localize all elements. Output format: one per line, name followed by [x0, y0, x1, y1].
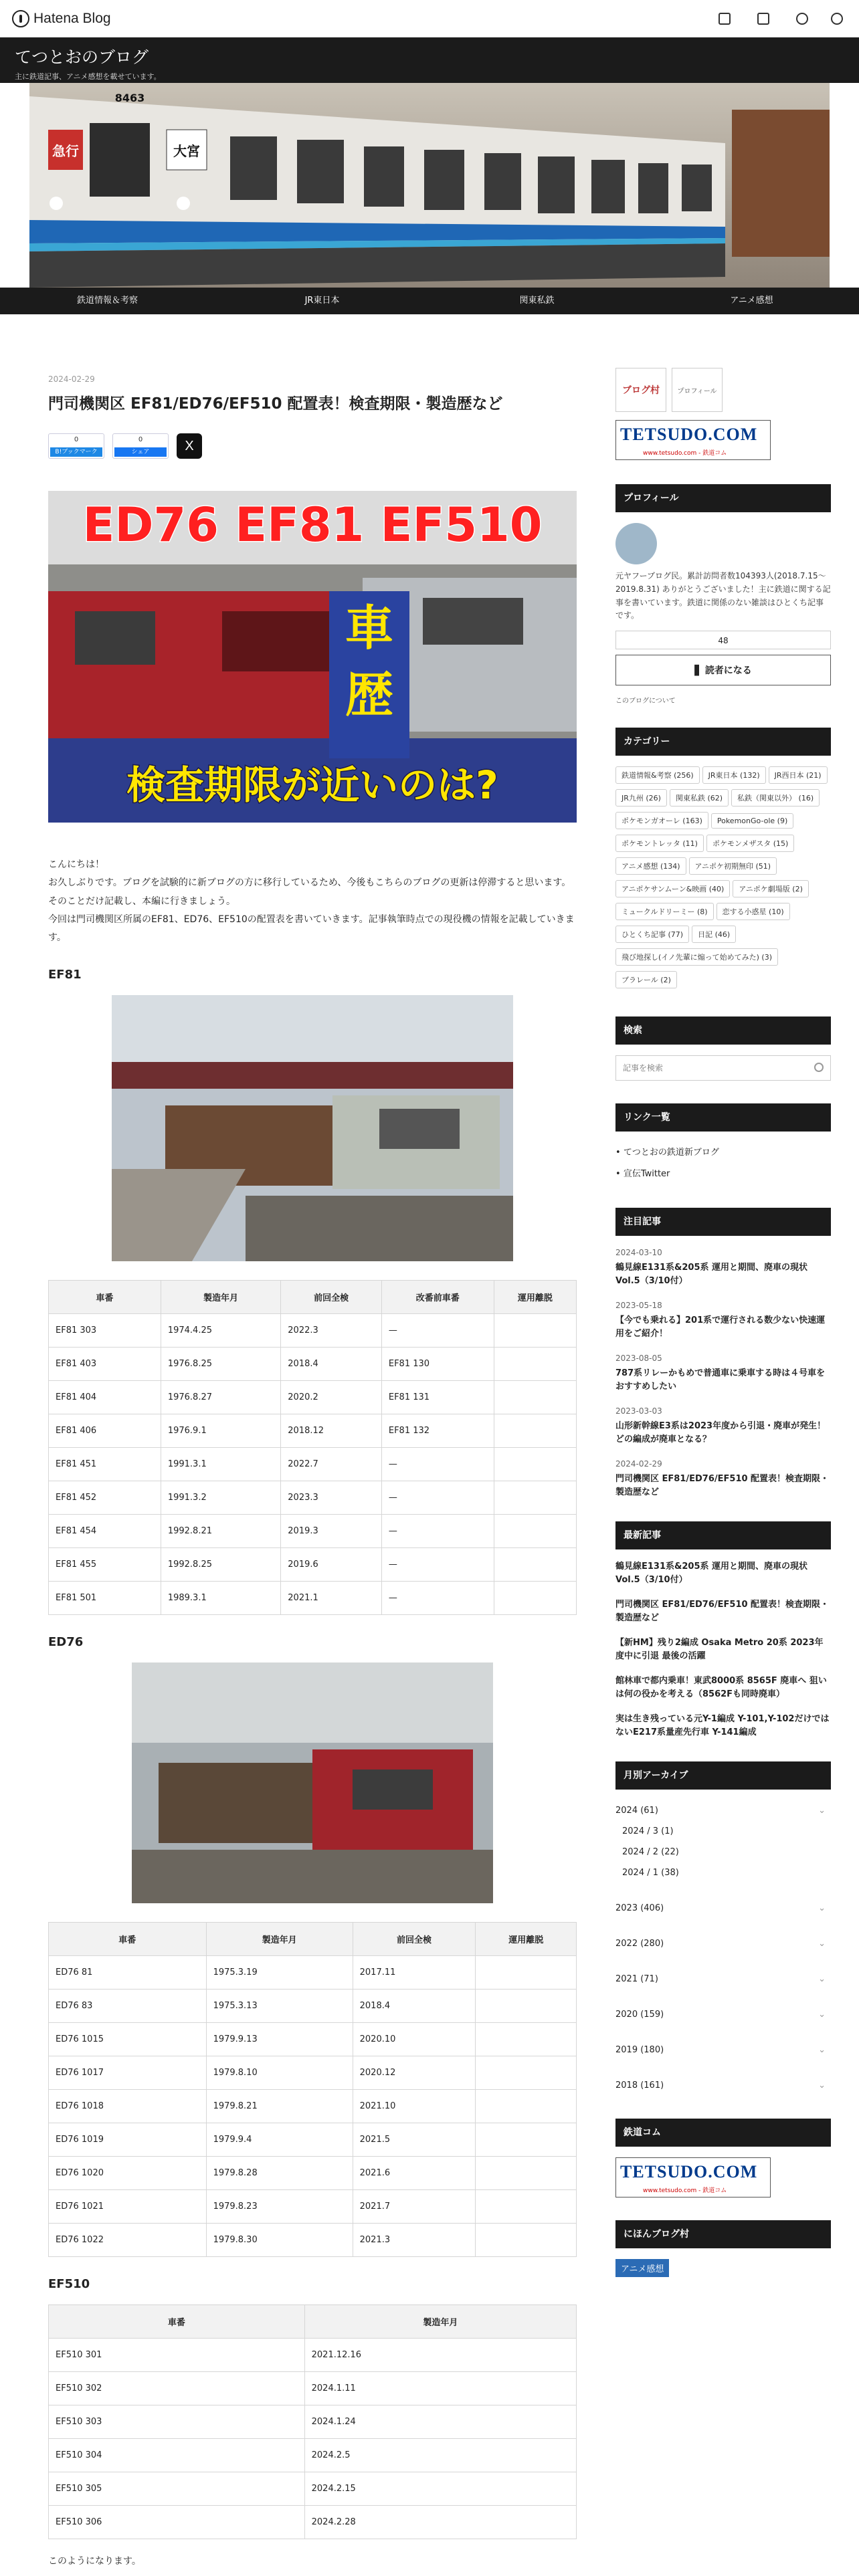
table-cell: ED76 1021 — [49, 2189, 207, 2223]
recent-article[interactable] — [615, 1598, 831, 1624]
category-tag[interactable]: ポケモントレッタ (11) — [615, 835, 704, 852]
plus-icon: ▋ — [694, 665, 705, 677]
table-row — [49, 1581, 577, 1614]
share-buttons — [48, 432, 577, 459]
table-cell: 2024.1.24 — [304, 2405, 576, 2438]
table-cell: 2024.2.5 — [304, 2438, 576, 2472]
table-cell: 1979.9.13 — [206, 2022, 353, 2056]
category-tag[interactable]: ひとくち記事 (77) — [615, 926, 689, 943]
table-row — [49, 2189, 577, 2223]
table-row — [49, 2338, 577, 2371]
featured-article[interactable] — [615, 1247, 831, 1287]
table-cell: ED76 83 — [49, 1989, 207, 2022]
article — [48, 374, 577, 2567]
table-cell: EF81 451 — [49, 1447, 161, 1481]
user-icon — [831, 13, 843, 25]
table-cell: 2024.2.28 — [304, 2505, 576, 2539]
recent-article[interactable] — [615, 1636, 831, 1662]
featured-date: 2023-05-18 — [615, 1301, 662, 1311]
table-cell — [476, 2123, 577, 2156]
category-tag[interactable]: JR西日本 (21) — [769, 766, 828, 784]
table-row — [49, 2022, 577, 2056]
table-header: 車番 — [49, 1922, 207, 1955]
table-cell: 1975.3.13 — [206, 1989, 353, 2022]
sign-destination: 大宮 — [173, 143, 200, 159]
featured-date: 2023-08-05 — [615, 1354, 662, 1364]
archive-item[interactable] — [615, 2075, 831, 2096]
table-cell: 1979.8.10 — [206, 2056, 353, 2089]
table-cell — [476, 1989, 577, 2022]
chevron-down-icon[interactable]: ⌄ — [818, 1806, 826, 1816]
blogmura-banner[interactable]: ブログ村 プロフィール — [615, 368, 831, 412]
table-row — [49, 2056, 577, 2089]
table-header: 運用離脱 — [494, 1280, 576, 1313]
table-cell: EF81 404 — [49, 1380, 161, 1414]
table-cell: — — [381, 1481, 494, 1514]
featured-article[interactable] — [615, 1352, 831, 1393]
table-cell: 2018.4 — [353, 1989, 476, 2022]
ef510-table — [48, 2304, 577, 2539]
featured-article[interactable] — [615, 1458, 831, 1499]
ed76-photo — [132, 1662, 493, 1903]
table-row — [49, 2371, 577, 2405]
table-row — [49, 1955, 577, 1989]
sign-type: 急行 — [52, 143, 79, 159]
recent-title: 鶴見線E131系&205系 運用と期間、廃車の現状 Vol.5（3/10付） — [615, 1562, 808, 1585]
section-heading-ef510: EF510 — [48, 2276, 90, 2291]
write-post-link[interactable] — [719, 13, 735, 25]
featured-title: 鶴見線E131系&205系 運用と期間、廃車の現状 Vol.5（3/10付） — [615, 1263, 808, 1286]
table-header: 車番 — [49, 1280, 161, 1313]
archive-label: 2024 / 1 (38) — [622, 1868, 679, 1879]
blog-title[interactable]: てつとおのブログ — [15, 47, 149, 67]
table-cell: 2024.1.11 — [304, 2371, 576, 2405]
archive-heading: 月別アーカイブ — [615, 1761, 831, 1790]
table-cell: 1976.9.1 — [161, 1414, 280, 1447]
table-cell: 2018.4 — [281, 1347, 382, 1380]
table-cell: EF81 501 — [49, 1581, 161, 1614]
table-cell: — — [381, 1514, 494, 1547]
table-row — [49, 1414, 577, 1447]
recent-article[interactable] — [615, 1713, 831, 1739]
table-cell: 2017.11 — [353, 1955, 476, 1989]
table-cell: ED76 1020 — [49, 2156, 207, 2189]
category-tag[interactable]: PokemonGo-ole (9) — [711, 813, 793, 829]
table-cell: 2020.12 — [353, 2056, 476, 2089]
table-cell: 1974.4.25 — [161, 1313, 280, 1347]
table-cell: 1992.8.25 — [161, 1547, 280, 1581]
hatena-bookmark-button[interactable]: 0 B!ブックマーク — [48, 433, 104, 459]
table-row — [49, 2405, 577, 2438]
pencil-icon — [719, 13, 731, 25]
table-row — [49, 1447, 577, 1481]
table-cell: — — [381, 1547, 494, 1581]
category-heading: カテゴリー — [615, 728, 831, 756]
table-cell: EF510 301 — [49, 2338, 305, 2371]
table-cell: EF81 406 — [49, 1414, 161, 1447]
table-cell: 2018.12 — [281, 1414, 382, 1447]
outro-text: このようになります。 — [48, 2555, 141, 2567]
table-row — [49, 1380, 577, 1414]
recent-title: 館林車で都内乗車！東武8000系 8565F 廃車へ 狙いは何の役かを考える（8562Fも同時廃車） — [615, 1676, 827, 1699]
table-cell: EF81 455 — [49, 1547, 161, 1581]
chevron-down-icon[interactable]: ⌄ — [818, 1974, 826, 1985]
table-cell: 1979.8.21 — [206, 2089, 353, 2123]
archive-item[interactable] — [615, 1862, 831, 1883]
featured-list — [615, 1247, 831, 1499]
table-cell — [494, 1380, 576, 1414]
category-tag[interactable]: 恋する小惑星 (10) — [717, 903, 790, 920]
hatena-logo-icon — [12, 10, 29, 27]
section-heading-ed76: ED76 — [48, 1634, 84, 1649]
table-cell: EF510 306 — [49, 2505, 305, 2539]
featured-article[interactable] — [615, 1299, 831, 1340]
archive-item[interactable] — [615, 1842, 831, 1862]
table-cell: 1979.8.28 — [206, 2156, 353, 2189]
table-cell: ED76 81 — [49, 1955, 207, 1989]
notification-link[interactable] — [796, 13, 808, 25]
table-row — [49, 1347, 577, 1380]
archive-label: 2024 / 3 (1) — [622, 1826, 674, 1837]
table-cell: 2021.10 — [353, 2089, 476, 2123]
facebook-share-button[interactable]: 0 シェア — [112, 433, 169, 459]
featured-heading: 注目記事 — [615, 1208, 831, 1236]
table-cell: 1979.8.23 — [206, 2189, 353, 2223]
table-cell — [494, 1514, 576, 1547]
archive-label: 2024 (61) — [615, 1806, 658, 1816]
featured-title: 山形新幹線E3系は2023年度から引退・廃車が発生！どの編成が廃車となる？ — [615, 1421, 826, 1444]
table-cell: 2021.3 — [353, 2223, 476, 2256]
table-cell: 1991.3.1 — [161, 1447, 280, 1481]
about-link[interactable]: このブログについて — [615, 697, 676, 706]
table-row — [49, 2123, 577, 2156]
table-cell: 1979.9.4 — [206, 2123, 353, 2156]
table-cell: 1976.8.25 — [161, 1347, 280, 1380]
category-tag[interactable]: JR東日本 (132) — [702, 766, 766, 784]
archive-label: 2019 (180) — [615, 2045, 664, 2056]
nav-item-jr-east[interactable]: JR東日本 — [304, 296, 340, 306]
table-cell: 2023.3 — [281, 1481, 382, 1514]
table-cell: EF510 305 — [49, 2472, 305, 2505]
table-cell — [494, 1313, 576, 1347]
table-header: 前回全検 — [353, 1922, 476, 1955]
table-row — [49, 1313, 577, 1347]
table-cell: 2020.2 — [281, 1380, 382, 1414]
table-cell: 2021.5 — [353, 2123, 476, 2156]
archive-label: 2024 / 2 (22) — [622, 1847, 679, 1858]
table-cell — [494, 1447, 576, 1481]
blog-header — [0, 37, 859, 83]
eyecatch-image — [48, 491, 577, 823]
eyecatch-char-1: 車 — [345, 600, 394, 657]
table-cell: — — [381, 1581, 494, 1614]
bell-icon — [796, 13, 808, 25]
recent-title: 【新HM】残り2編成 Osaka Metro 20系 2023年度中に引退 最後の活躍 — [615, 1638, 824, 1661]
table-cell: 1991.3.2 — [161, 1481, 280, 1514]
archive-item[interactable] — [615, 1821, 831, 1842]
post-title[interactable]: 門司機関区 EF81/ED76/EF510 配置表！検査期限・製造歴など — [48, 395, 503, 413]
link-twitter[interactable]: • 宣伝Twitter — [615, 1169, 670, 1180]
table-cell: 2020.10 — [353, 2022, 476, 2056]
table-cell: EF81 454 — [49, 1514, 161, 1547]
archive-label: 2023 (406) — [615, 1903, 664, 1914]
archive-item[interactable] — [615, 1933, 831, 1954]
table-cell: EF510 303 — [49, 2405, 305, 2438]
eyecatch-subtitle: 検査期限が近いのは? — [126, 762, 498, 809]
category-tag[interactable]: アニポケ劇場版 (2) — [733, 880, 809, 897]
category-tag[interactable]: ブラレール (2) — [615, 971, 677, 988]
avatar[interactable] — [615, 523, 657, 564]
table-row — [49, 2472, 577, 2505]
chevron-down-icon[interactable]: ⌄ — [818, 1939, 826, 1949]
chevron-down-icon[interactable]: ⌄ — [818, 2010, 826, 2020]
category-tag[interactable]: 関東私鉄 (62) — [670, 789, 729, 807]
table-cell: EF81 130 — [381, 1347, 494, 1380]
archive-label: 2021 (71) — [615, 1974, 658, 1985]
recent-title: 実は生き残っている元Y-1編成 Y-101,Y-102だけではないE217系量産先行車 Y-141編成 — [615, 1714, 830, 1737]
tetsudo-com-banner[interactable]: TETSUDO.COM www.tetsudo.com - 鉄道コム — [615, 420, 771, 460]
reader-count: 48 — [615, 631, 831, 649]
subscribe-button[interactable]: ▋ 読者になる — [615, 655, 831, 685]
table-cell — [494, 1414, 576, 1447]
category-tag[interactable]: アニポケ初期無印 (51) — [689, 857, 777, 875]
archive-item[interactable] — [615, 1969, 831, 1990]
archive-label: 2020 (159) — [615, 2010, 664, 2020]
anime-badge[interactable]: アニメ感想 — [615, 2259, 669, 2277]
category-tag[interactable]: アニメ感想 (134) — [615, 857, 686, 875]
category-tag[interactable]: JR九州 (26) — [615, 789, 667, 807]
post-date[interactable]: 2024-02-29 — [48, 374, 95, 384]
table-cell: 2024.2.15 — [304, 2472, 576, 2505]
table-cell — [494, 1481, 576, 1514]
table-cell: 2022.3 — [281, 1313, 382, 1347]
chevron-down-icon[interactable]: ⌄ — [818, 1903, 826, 1914]
table-header: 運用離脱 — [476, 1922, 577, 1955]
table-cell — [476, 2022, 577, 2056]
archive-item[interactable] — [615, 1898, 831, 1919]
intro-text: こんにちは！ お久しぶりです。ブログを試験的に新ブログの方に移行しているため、今後もこちらのブログの更新は停滞すると思います。そのことだけ記載し、本編に行きましょう。 今回は門司機関区所属のEF81、ED76、EF510の配置表を書いていきます。記事執筆時点での現役機の情報を記載していきます。 — [48, 859, 575, 944]
table-cell: EF81 303 — [49, 1313, 161, 1347]
featured-date: 2023-03-03 — [615, 1406, 662, 1416]
featured-article[interactable] — [615, 1405, 831, 1446]
table-cell — [476, 2156, 577, 2189]
table-cell: 2019.3 — [281, 1514, 382, 1547]
table-header: 前回全検 — [281, 1280, 382, 1313]
table-row — [49, 1547, 577, 1581]
nav-item-kanto-private[interactable]: 関東私鉄 — [519, 296, 555, 306]
nihon-blogmura-heading: にほんブログ村 — [615, 2220, 831, 2248]
archive-list — [615, 1800, 831, 2096]
search-input[interactable] — [616, 1056, 803, 1080]
table-cell: ED76 1017 — [49, 2056, 207, 2089]
table-row — [49, 2089, 577, 2123]
table-cell: 2021.1 — [281, 1581, 382, 1614]
table-row — [49, 2223, 577, 2256]
featured-date: 2024-03-10 — [615, 1248, 662, 1258]
nav-item-anime[interactable]: アニメ感想 — [730, 296, 773, 306]
inbox-icon — [757, 13, 769, 25]
table-row — [49, 2438, 577, 2472]
table-cell — [476, 2223, 577, 2256]
table-cell: 2021.6 — [353, 2156, 476, 2189]
train-number: 8463 — [114, 92, 145, 104]
featured-title: 門司機関区 EF81/ED76/EF510 配置表！検査期限・製造歴など — [615, 1474, 830, 1497]
search-icon[interactable] — [814, 1063, 824, 1072]
chevron-down-icon[interactable]: ⌄ — [818, 2080, 826, 2091]
archive-label: 2022 (280) — [615, 1939, 664, 1949]
table-cell — [494, 1347, 576, 1380]
table-row — [49, 2505, 577, 2539]
ed76-table — [48, 1922, 577, 2257]
links-heading: リンク一覧 — [615, 1103, 831, 1132]
x-share-button[interactable]: X — [177, 433, 202, 459]
table-cell: 1976.8.27 — [161, 1380, 280, 1414]
tetsudo-com-banner-2[interactable]: TETSUDO.COM www.tetsudo.com - 鉄道コム — [615, 2157, 771, 2197]
table-cell: 1975.3.19 — [206, 1955, 353, 1989]
table-cell: 2021.12.16 — [304, 2338, 576, 2371]
eyecatch-char-2: 歴 — [345, 667, 394, 724]
table-row — [49, 1481, 577, 1514]
archive-item[interactable] — [615, 2040, 831, 2060]
search-box — [615, 1055, 831, 1081]
featured-title: 【今でも乗れる】201系で運行される数少ない快速運用をご紹介！ — [615, 1315, 826, 1339]
table-cell: ED76 1018 — [49, 2089, 207, 2123]
category-tag[interactable]: 飛び地探し(イノ先輩に煽って始めてみた) (3) — [615, 948, 778, 966]
table-cell: EF81 132 — [381, 1414, 494, 1447]
eyecatch-title: ED76 EF81 EF510 — [82, 498, 543, 553]
category-tag[interactable]: 日記 (46) — [692, 926, 736, 943]
table-cell: EF81 403 — [49, 1347, 161, 1380]
recent-article[interactable] — [615, 1560, 831, 1586]
table-header: 製造年月 — [161, 1280, 280, 1313]
category-list — [615, 766, 831, 994]
featured-date: 2024-02-29 — [615, 1459, 662, 1469]
global-header — [0, 0, 859, 37]
table-cell — [494, 1547, 576, 1581]
link-new-blog[interactable]: • てつとおの鉄道新ブログ — [615, 1148, 719, 1158]
user-menu[interactable] — [831, 13, 847, 25]
category-tag[interactable]: ポケモンガオーレ (163) — [615, 812, 708, 829]
profile-text: 元ヤフーブログ民。累計訪問者数104393人(2018.7.15〜2019.8.31) ありがとうございました！主に鉄道に関する記事を書いています。鉄道に関係のない雑談はひとくち記事です。 — [615, 571, 831, 621]
table-header: 製造年月 — [304, 2304, 576, 2338]
nav-item-railway-info[interactable]: 鉄道情報＆考察 — [76, 296, 138, 306]
section-heading-ef81: EF81 — [48, 967, 82, 982]
table-cell: ED76 1022 — [49, 2223, 207, 2256]
table-cell — [476, 2189, 577, 2223]
table-cell: EF81 452 — [49, 1481, 161, 1514]
archive-item[interactable] — [615, 1800, 831, 1821]
recent-article[interactable] — [615, 1675, 831, 1701]
chevron-down-icon[interactable]: ⌄ — [818, 2045, 826, 2056]
table-cell: EF81 131 — [381, 1380, 494, 1414]
archive-label: 2018 (161) — [615, 2080, 664, 2091]
table-header: 製造年月 — [206, 1922, 353, 1955]
category-tag[interactable]: ポケモンメザスタ (15) — [706, 835, 794, 852]
table-cell — [494, 1581, 576, 1614]
tetsudo-heading: 鉄道コム — [615, 2119, 831, 2147]
table-header: 車番 — [49, 2304, 305, 2338]
recent-title: 門司機関区 EF81/ED76/EF510 配置表！検査期限・製造歴など — [615, 1600, 830, 1623]
category-tag[interactable]: ミュークルドリーミー (8) — [615, 903, 714, 920]
table-cell: ED76 1019 — [49, 2123, 207, 2156]
table-cell: EF510 302 — [49, 2371, 305, 2405]
table-cell: ED76 1015 — [49, 2022, 207, 2056]
archive-item[interactable] — [615, 2004, 831, 2025]
table-row — [49, 1989, 577, 2022]
table-cell: 1989.3.1 — [161, 1581, 280, 1614]
ef81-table — [48, 1280, 577, 1615]
profile-heading: プロフィール — [615, 484, 831, 512]
search-heading: 検索 — [615, 1016, 831, 1045]
category-tag[interactable]: アニポケサンムーン&映画 (40) — [615, 880, 730, 897]
table-cell: 2021.7 — [353, 2189, 476, 2223]
table-cell: — — [381, 1313, 494, 1347]
reader-link[interactable] — [757, 13, 773, 25]
featured-title: 787系リレーかもめで普通車に乗車する時は４号車をおすすめしたい — [615, 1368, 826, 1392]
table-cell: EF510 304 — [49, 2438, 305, 2472]
table-cell: 1979.8.30 — [206, 2223, 353, 2256]
table-header: 改番前車番 — [381, 1280, 494, 1313]
hatena-logo[interactable]: Hatena Blog — [12, 10, 111, 27]
category-tag[interactable]: 私鉄（関東以外） (16) — [731, 789, 820, 807]
table-cell — [476, 1955, 577, 1989]
table-row — [49, 2156, 577, 2189]
table-cell: 1992.8.21 — [161, 1514, 280, 1547]
header-image — [29, 83, 830, 288]
sidebar — [615, 368, 831, 2277]
table-row — [49, 1514, 577, 1547]
table-cell: — — [381, 1447, 494, 1481]
recent-list — [615, 1560, 831, 1739]
table-cell — [476, 2089, 577, 2123]
table-cell: 2022.7 — [281, 1447, 382, 1481]
blog-description: 主に鉄道記事、アニメ感想を載せています。 — [15, 72, 161, 81]
global-nav — [0, 288, 859, 314]
category-tag[interactable]: 鉄道情報&考察 (256) — [615, 766, 700, 784]
table-cell: 2019.6 — [281, 1547, 382, 1581]
ef81-photo — [112, 995, 513, 1261]
recent-heading: 最新記事 — [615, 1521, 831, 1549]
table-cell — [476, 2056, 577, 2089]
